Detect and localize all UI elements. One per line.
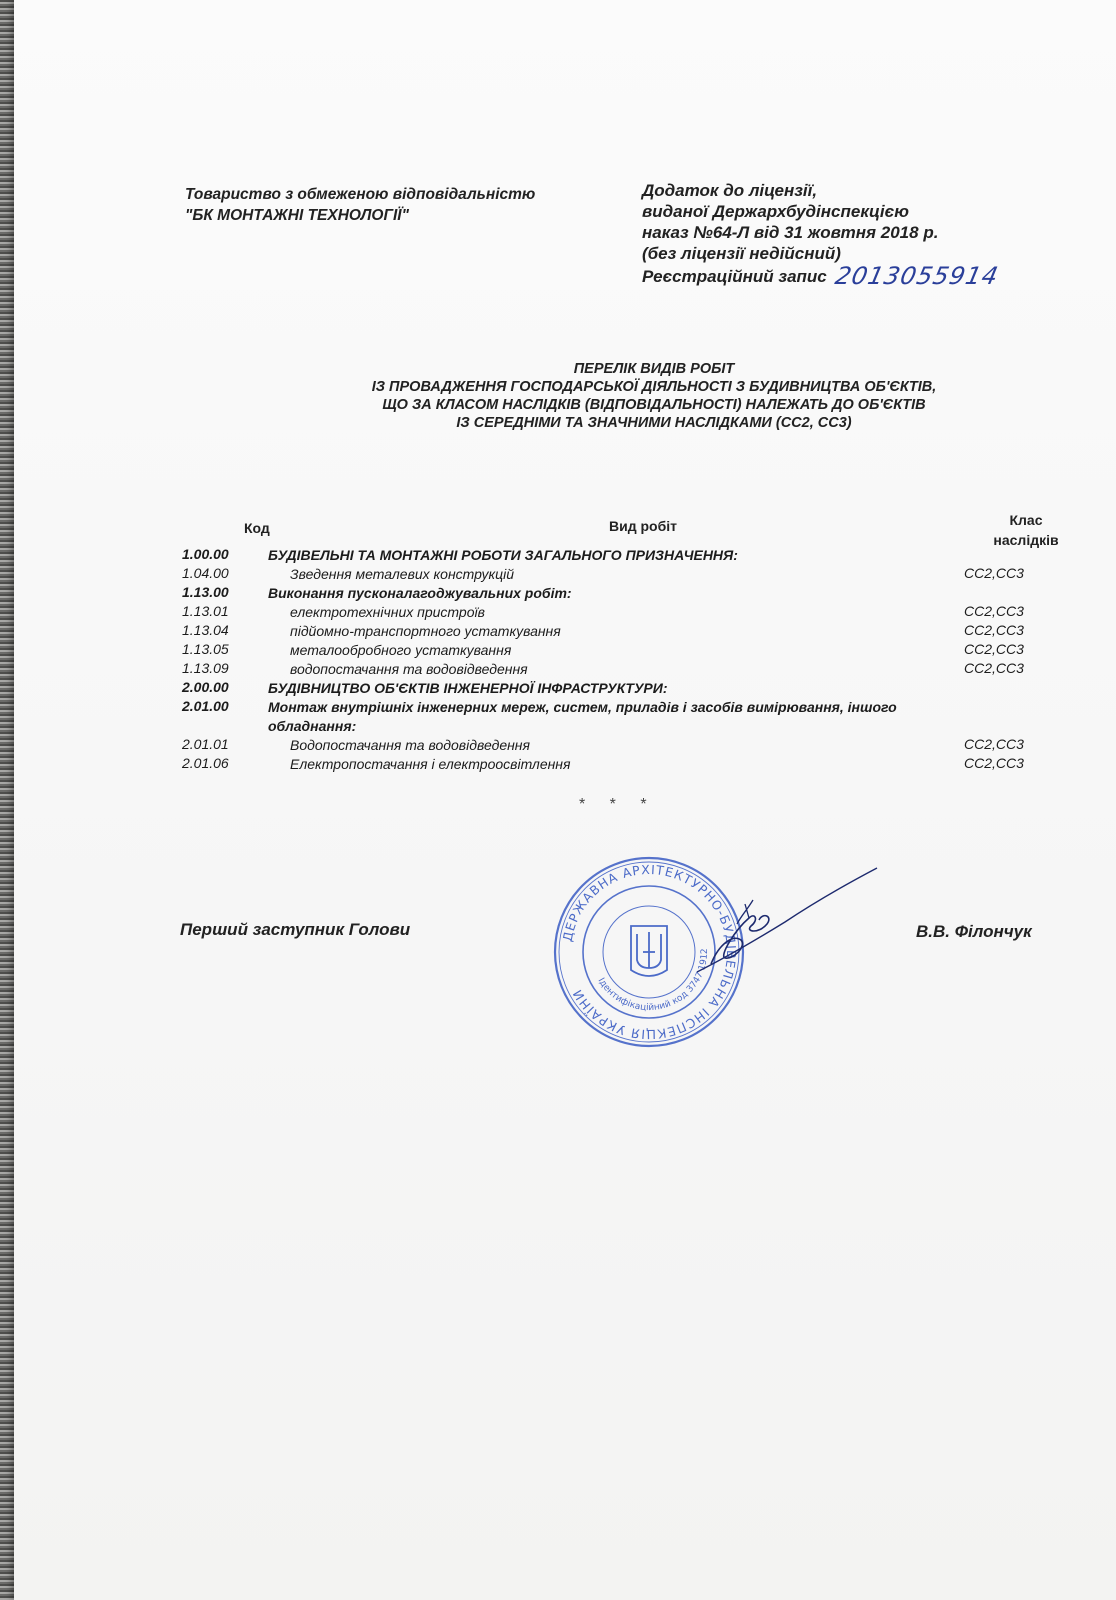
row-work-type: підйомно-транспортного устаткування: [290, 623, 561, 639]
row-class: СС2,СС3: [964, 622, 1024, 638]
row-code: 1.13.04: [182, 622, 229, 638]
row-code: 2.01.01: [182, 736, 229, 752]
row-code: 2.01.00: [182, 698, 229, 714]
company-line-2: "БК МОНТАЖНІ ТЕХНОЛОГІЇ": [185, 207, 409, 224]
registration-label: Реєстраційний запис: [642, 267, 827, 286]
table-row: [14, 641, 1116, 660]
works-table: [14, 546, 1116, 774]
row-work-type: БУДІВНИЦТВО ОБ'ЄКТІВ ІНЖЕНЕРНОЇ ІНФРАСТРУКТУРИ:: [268, 680, 668, 696]
addendum-line-1: Додаток до ліцензії,: [642, 181, 818, 200]
binder-edge: [0, 0, 14, 1600]
column-header-code: Код: [244, 520, 270, 536]
row-work-type: Водопостачання та водовідведення: [290, 737, 530, 753]
row-class: СС2,СС3: [964, 565, 1024, 581]
row-code: 1.13.09: [182, 660, 229, 676]
addendum-block: [642, 180, 1001, 290]
document-page: [14, 0, 1116, 1600]
company-block: [185, 184, 535, 226]
column-header-class: [984, 510, 1068, 550]
addendum-line-2: виданої Держархбудінспекцією: [642, 202, 909, 221]
stamp-inner-text: Ідентифікаційний код 3747 1912: [595, 948, 711, 1014]
stamp-outer-text: ДЕРЖАВНА АРХІТЕКТУРНО-БУДІВЕЛЬНА ІНСПЕКЦІЯ УКРАЇНИ: [559, 861, 740, 1043]
table-row: [14, 622, 1116, 641]
row-class: СС2,СС3: [964, 660, 1024, 676]
signature-scribble: [689, 860, 889, 990]
addendum-line-3: наказ №64-Л від 31 жовтня 2018 р.: [642, 223, 939, 242]
table-row: [14, 546, 1116, 565]
title-line-4: ІЗ СЕРЕДНІМИ ТА ЗНАЧНИМИ НАСЛІДКАМИ (СС2, СС3): [456, 415, 852, 431]
registration-number-handwritten: 2013055914: [832, 262, 1001, 290]
row-code: 1.00.00: [182, 546, 229, 562]
row-class: СС2,СС3: [964, 736, 1024, 752]
row-work-type: Монтаж внутрішніх інженерних мереж, систем, приладів і засобів вимірювання, іншого обладнання:: [268, 699, 897, 734]
table-row: [14, 565, 1116, 584]
row-work-type: водопостачання та водовідведення: [290, 661, 528, 677]
row-code: 1.13.00: [182, 584, 229, 600]
table-row: [14, 755, 1116, 774]
row-code: 2.01.06: [182, 755, 229, 771]
row-code: 1.04.00: [182, 565, 229, 581]
row-work-type: електротехнічних пристроїв: [290, 604, 485, 620]
row-work-type: БУДІВЕЛЬНІ ТА МОНТАЖНІ РОБОТИ ЗАГАЛЬНОГО ПРИЗНАЧЕННЯ:: [268, 547, 738, 563]
title-line-1: ПЕРЕЛІК ВИДІВ РОБІТ: [573, 361, 735, 377]
column-header-work-type: Вид робіт: [609, 518, 677, 534]
table-row: [14, 660, 1116, 679]
table-row: [14, 698, 1116, 736]
registration-line: [642, 262, 1001, 290]
row-work-type: Електропостачання і електроосвітлення: [290, 756, 571, 772]
row-class: СС2,СС3: [964, 755, 1024, 771]
company-line-1: Товариство з обмеженою відповідальністю: [185, 186, 536, 203]
table-row: [14, 679, 1116, 698]
table-row: [14, 603, 1116, 622]
column-header-class-line-2: наслідків: [993, 532, 1059, 548]
addendum-line-4: (без ліцензії недійсний): [642, 244, 841, 263]
title-line-3: ЩО ЗА КЛАСОМ НАСЛІДКІВ (ВІДПОВІДАЛЬНОСТІ) НАЛЕЖАТЬ ДО ОБ'ЄКТІВ: [382, 397, 926, 413]
row-code: 1.13.01: [182, 603, 229, 619]
row-code: 1.13.05: [182, 641, 229, 657]
document-title: [254, 360, 1054, 432]
signatory-name: В.В. Філончук: [916, 922, 1032, 941]
row-code: 2.00.00: [182, 679, 229, 695]
title-line-2: ІЗ ПРОВАДЖЕННЯ ГОСПОДАРСЬКОЇ ДІЯЛЬНОСТІ З БУДИВНИЦТВА ОБ'ЄКТІВ,: [371, 379, 937, 395]
column-header-class-line-1: Клас: [1009, 512, 1043, 528]
separator-stars: * * *: [579, 796, 657, 813]
signatory-position: Перший заступник Голови: [180, 920, 411, 939]
trident-emblem-icon: [631, 926, 667, 976]
table-row: [14, 584, 1116, 603]
row-class: СС2,СС3: [964, 603, 1024, 619]
row-work-type: Зведення металевих конструкцій: [290, 566, 514, 582]
table-row: [14, 736, 1116, 755]
row-class: СС2,СС3: [964, 641, 1024, 657]
row-work-type: металообробного устаткування: [290, 642, 512, 658]
row-work-type: Виконання пусконалагоджувальних робіт:: [268, 585, 572, 601]
